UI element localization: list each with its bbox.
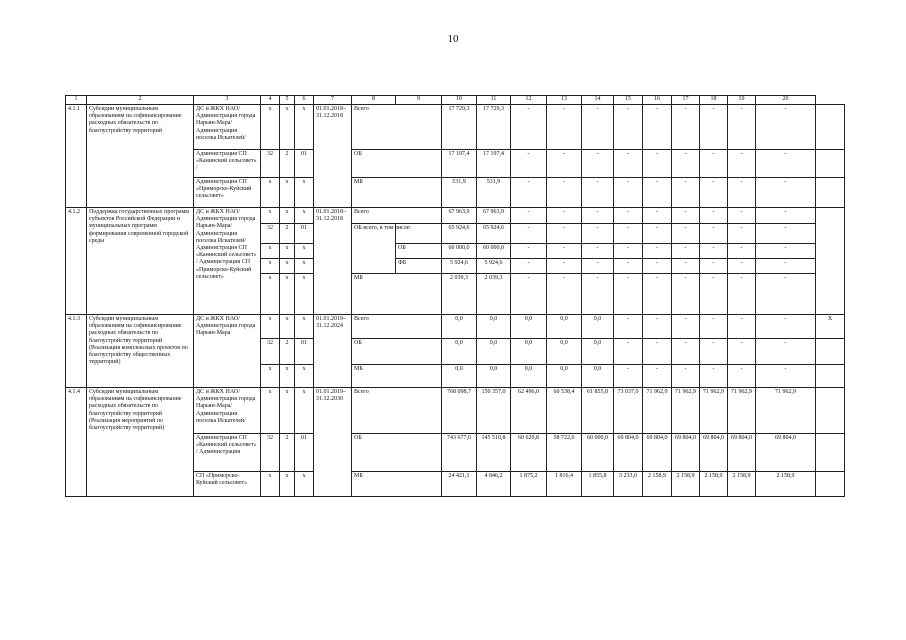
code-cell: 01: [295, 150, 314, 178]
executor-cell: ДС и ЖКХ НАО/ Администрация города Нарьян-Мара/ Администрация поселка Искателей/ Администрация СП «Канинский сельсовет» / Администрация СП «Приморско-Куйский сельсовет»: [194, 208, 261, 315]
value-cell: -: [672, 178, 700, 208]
value-cell: -: [614, 259, 643, 274]
column-number: 17: [672, 96, 700, 105]
value-cell: -: [700, 259, 728, 274]
value-cell: -: [614, 339, 643, 365]
executor-cell: СП «Приморско-Куйский сельсовет»: [194, 472, 261, 497]
value-cell: 71 962,9: [756, 388, 816, 434]
code-cell: х: [261, 365, 280, 388]
value-cell: -: [582, 208, 614, 224]
value-cell: 2 158,9: [728, 472, 756, 497]
value-cell: 743 677,6: [442, 434, 477, 472]
value-cell: 61 855,8: [582, 388, 614, 434]
value-cell: -: [511, 259, 547, 274]
code-cell: 2: [280, 150, 295, 178]
value-cell: 0,0: [511, 339, 547, 365]
value-cell: -: [511, 274, 547, 315]
code-cell: х: [295, 365, 314, 388]
value-cell: -: [672, 339, 700, 365]
item-name: Субсидии муниципальным образованиям на софинансирование расходных обязательств по благоустройству территорий (Реализация комплексных проектов по благоустройству общественных территорий): [87, 315, 194, 388]
code-cell: 01: [295, 224, 314, 244]
code-cell: х: [261, 259, 280, 274]
value-cell: -: [756, 259, 816, 274]
code-cell: х: [280, 274, 295, 315]
source-cell: МБ: [352, 274, 442, 315]
value-cell: -: [582, 274, 614, 315]
value-cell: -: [511, 105, 547, 150]
code-cell: 32: [261, 434, 280, 472]
source-cell: Всего: [352, 388, 442, 434]
value-cell: 145 510,8: [477, 434, 511, 472]
value-cell: -: [582, 105, 614, 150]
item-name: Субсидии муниципальным образованиям на софинансирование расходных обязательств по благоустройству территорий (Реализация мероприятий по благоустройству территорий): [87, 388, 194, 497]
value-cell: 71 962,9: [700, 388, 728, 434]
value-cell: 17 729,3: [442, 105, 477, 150]
code-cell: х: [261, 178, 280, 208]
period-cell: 01.01.2018–31.12.2018: [314, 105, 352, 208]
value-cell: -: [643, 315, 672, 339]
period-cell: 01.01.2019–31.12.2024: [314, 315, 352, 388]
code-cell: х: [261, 105, 280, 150]
source-cell: МБ: [352, 472, 442, 497]
column-number: 11: [477, 96, 511, 105]
value-cell: 69 804,0: [728, 434, 756, 472]
value-cell: 65 924,6: [477, 224, 511, 244]
table-row: [66, 105, 845, 150]
value-cell: -: [582, 150, 614, 178]
column-number: 14: [582, 96, 614, 105]
value-cell: 5 924,6: [477, 259, 511, 274]
value-cell: -: [756, 339, 816, 365]
executor-cell: Администрация СП «Канинский сельсовет» / Администрация: [194, 434, 261, 472]
value-cell: -: [547, 208, 582, 224]
value-cell: -: [700, 105, 728, 150]
value-cell: 69 804,0: [643, 434, 672, 472]
value-cell: -: [672, 274, 700, 315]
code-cell: 2: [280, 224, 295, 244]
value-cell: 1 875,2: [511, 472, 547, 497]
code-cell: х: [280, 178, 295, 208]
value-cell: 2 158,9: [672, 472, 700, 497]
value-cell: -: [728, 150, 756, 178]
value-cell: -: [728, 244, 756, 259]
code-cell: х: [295, 178, 314, 208]
source-cell: Всего: [352, 105, 442, 150]
value-cell: 65 924,6: [442, 224, 477, 244]
value-cell: 60 000,0: [477, 244, 511, 259]
value-cell: 0,0: [442, 315, 477, 339]
value-cell: -: [672, 150, 700, 178]
source-cell: ОБ: [352, 339, 442, 365]
value-cell: -: [511, 150, 547, 178]
code-cell: х: [261, 472, 280, 497]
period-cell: 01.01.2019–31.12.2030: [314, 388, 352, 497]
item-number: 4.1.2: [66, 208, 87, 315]
value-cell: -: [756, 150, 816, 178]
code-cell: х: [295, 388, 314, 434]
value-cell: -: [728, 105, 756, 150]
code-cell: х: [295, 315, 314, 339]
value-cell: -: [756, 274, 816, 315]
column-number: 2: [87, 96, 194, 105]
code-cell: х: [280, 244, 295, 259]
value-cell: 2 158,9: [700, 472, 728, 497]
column-number: 18: [700, 96, 728, 105]
value-cell: 0,0: [547, 315, 582, 339]
source-cell: ОБ: [352, 434, 442, 472]
value-cell: -: [756, 365, 816, 388]
note-cell: [816, 472, 845, 497]
value-cell: -: [614, 244, 643, 259]
value-cell: -: [511, 208, 547, 224]
value-cell: -: [614, 178, 643, 208]
value-cell: 67 963,9: [477, 208, 511, 224]
code-cell: 32: [261, 224, 280, 244]
value-cell: -: [700, 244, 728, 259]
code-cell: 01: [295, 434, 314, 472]
value-cell: 60 000,0: [582, 434, 614, 472]
value-cell: 531,9: [442, 178, 477, 208]
table-row: [66, 388, 845, 434]
column-number: 20: [756, 96, 816, 105]
code-cell: х: [261, 208, 280, 224]
value-cell: -: [756, 208, 816, 224]
column-number: 19: [728, 96, 756, 105]
source-cell: МБ: [352, 178, 442, 208]
item-name: Поддержка государственных программ субъектов Российской Федерации и муниципальных программ формирования современной городской среды: [87, 208, 194, 315]
code-cell: х: [280, 472, 295, 497]
value-cell: 73 037,0: [614, 388, 643, 434]
value-cell: 71 962,9: [728, 388, 756, 434]
table-row: [66, 208, 845, 224]
table-body: [66, 96, 845, 497]
code-cell: х: [280, 208, 295, 224]
column-number: 8: [352, 96, 396, 105]
value-cell: -: [614, 315, 643, 339]
column-number: 1: [66, 96, 87, 105]
column-number: 9: [396, 96, 442, 105]
value-cell: 0,0: [477, 315, 511, 339]
note-cell: [816, 208, 845, 315]
value-cell: -: [547, 150, 582, 178]
code-cell: 01: [295, 339, 314, 365]
code-cell: х: [261, 315, 280, 339]
value-cell: -: [643, 224, 672, 244]
item-number: 4.1.3: [66, 315, 87, 388]
code-cell: х: [295, 105, 314, 150]
value-cell: -: [643, 259, 672, 274]
column-number: 3: [194, 96, 261, 105]
source-cell: ОБ: [352, 150, 442, 178]
page-number: 10: [447, 33, 459, 45]
value-cell: -: [643, 178, 672, 208]
value-cell: 3 233,0: [614, 472, 643, 497]
table-row: [66, 315, 845, 339]
source-cell: ОБ всего, в том числе:: [352, 224, 396, 274]
value-cell: -: [728, 224, 756, 244]
value-cell: -: [756, 315, 816, 339]
value-cell: 0,0: [511, 315, 547, 339]
value-cell: -: [756, 224, 816, 244]
value-cell: -: [582, 259, 614, 274]
value-cell: -: [547, 105, 582, 150]
note-cell: [816, 388, 845, 434]
value-cell: 17 197,4: [477, 150, 511, 178]
value-cell: -: [614, 274, 643, 315]
value-cell: 0,0: [582, 339, 614, 365]
value-cell: -: [547, 244, 582, 259]
value-cell: -: [700, 315, 728, 339]
note-cell: [816, 150, 845, 178]
value-cell: 2 158,9: [643, 472, 672, 497]
code-cell: 2: [280, 339, 295, 365]
value-cell: -: [547, 178, 582, 208]
value-cell: 24 421,1: [442, 472, 477, 497]
period-cell: 01.01.2018–31.12.2018: [314, 208, 352, 315]
value-cell: 531,9: [477, 178, 511, 208]
code-cell: 32: [261, 339, 280, 365]
value-cell: -: [511, 178, 547, 208]
value-cell: 60 000,0: [442, 244, 477, 259]
value-cell: 69 804,0: [700, 434, 728, 472]
column-number: 12: [511, 96, 547, 105]
value-cell: -: [643, 208, 672, 224]
column-number: 10: [442, 96, 477, 105]
value-cell: 0,0: [442, 339, 477, 365]
value-cell: 0,0: [442, 365, 477, 388]
value-cell: -: [700, 224, 728, 244]
column-number: 5: [280, 96, 295, 105]
value-cell: -: [700, 150, 728, 178]
code-cell: х: [295, 259, 314, 274]
value-cell: 71 962,9: [643, 388, 672, 434]
code-cell: х: [261, 244, 280, 259]
value-cell: -: [614, 208, 643, 224]
value-cell: 0,0: [582, 365, 614, 388]
code-cell: х: [280, 259, 295, 274]
value-cell: -: [728, 178, 756, 208]
executor-cell: ДС и ЖКХ НАО/ Администрация города Нарьян-Мара/ Администрация поселка Искателей/: [194, 105, 261, 150]
note-cell: Х: [816, 315, 845, 339]
value-cell: 0,0: [477, 365, 511, 388]
code-cell: х: [280, 388, 295, 434]
value-cell: -: [728, 365, 756, 388]
value-cell: 17 729,3: [477, 105, 511, 150]
executor-cell: Администрация СП «Канинский сельсовет» /: [194, 150, 261, 178]
value-cell: 58 722,0: [547, 434, 582, 472]
value-cell: 0,0: [477, 339, 511, 365]
value-cell: -: [756, 178, 816, 208]
value-cell: 17 197,4: [442, 150, 477, 178]
code-cell: х: [261, 388, 280, 434]
column-number: 16: [643, 96, 672, 105]
executor-cell: Администрация СП «Приморско-Куйский сельсовет»: [194, 178, 261, 208]
value-cell: -: [614, 224, 643, 244]
note-cell: [816, 105, 845, 150]
value-cell: -: [728, 315, 756, 339]
code-cell: х: [295, 472, 314, 497]
value-cell: -: [672, 224, 700, 244]
value-cell: 768 098,7: [442, 388, 477, 434]
value-cell: 62 496,0: [511, 388, 547, 434]
value-cell: -: [547, 274, 582, 315]
source-cell: Всего: [352, 315, 442, 339]
value-cell: 0,0: [547, 339, 582, 365]
source-cell: Всего: [352, 208, 442, 224]
source-cell: МБ: [352, 365, 442, 388]
code-cell: х: [295, 244, 314, 259]
value-cell: -: [547, 259, 582, 274]
value-cell: -: [672, 105, 700, 150]
value-cell: -: [672, 208, 700, 224]
executor-cell: ДС и ЖКХ НАО/ Администрация города Нарьян-Мара/ Администрация поселка Искателей/: [194, 388, 261, 434]
value-cell: 2 158,9: [756, 472, 816, 497]
value-cell: 69 804,0: [756, 434, 816, 472]
value-cell: -: [672, 315, 700, 339]
value-cell: -: [700, 208, 728, 224]
item-number: 4.1.1: [66, 105, 87, 208]
item-name: Субсидии муниципальным образованиям на софинансирование расходных обязательств по благоустройству территорий: [87, 105, 194, 208]
column-number: 6: [295, 96, 314, 105]
note-cell: [816, 178, 845, 208]
value-cell: 5 924,6: [442, 259, 477, 274]
value-cell: -: [582, 224, 614, 244]
value-cell: -: [511, 244, 547, 259]
code-cell: х: [280, 365, 295, 388]
code-cell: 32: [261, 150, 280, 178]
value-cell: 0,0: [547, 365, 582, 388]
code-cell: х: [295, 208, 314, 224]
value-cell: -: [614, 150, 643, 178]
item-number: 4.1.4: [66, 388, 87, 497]
value-cell: -: [547, 224, 582, 244]
value-cell: -: [700, 339, 728, 365]
value-cell: 67 963,9: [442, 208, 477, 224]
value-cell: -: [643, 274, 672, 315]
value-cell: -: [614, 105, 643, 150]
value-cell: -: [728, 274, 756, 315]
column-number: 15: [614, 96, 643, 105]
value-cell: -: [582, 178, 614, 208]
note-cell: [816, 365, 845, 388]
column-number: 4: [261, 96, 280, 105]
value-cell: -: [756, 105, 816, 150]
code-cell: х: [280, 105, 295, 150]
value-cell: -: [756, 244, 816, 259]
value-cell: 71 962,9: [672, 388, 700, 434]
code-cell: 2: [280, 434, 295, 472]
value-cell: -: [511, 224, 547, 244]
value-cell: 2 039,3: [442, 274, 477, 315]
value-cell: 60 620,8: [511, 434, 547, 472]
value-cell: -: [700, 365, 728, 388]
value-cell: 4 846,2: [477, 472, 511, 497]
value-cell: -: [672, 259, 700, 274]
value-cell: -: [643, 339, 672, 365]
value-cell: -: [643, 244, 672, 259]
value-cell: 1 855,8: [582, 472, 614, 497]
value-cell: -: [700, 178, 728, 208]
source-sub-cell: ФБ: [396, 259, 442, 274]
value-cell: -: [614, 365, 643, 388]
value-cell: 60 538,4: [547, 388, 582, 434]
value-cell: -: [700, 274, 728, 315]
value-cell: 0,0: [582, 315, 614, 339]
value-cell: -: [582, 244, 614, 259]
value-cell: 69 804,0: [614, 434, 643, 472]
executor-cell: ДС и ЖКХ НАО/ Администрация города Нарьян-Мара: [194, 315, 261, 388]
note-cell: [816, 339, 845, 365]
value-cell: -: [672, 244, 700, 259]
value-cell: 1 816,4: [547, 472, 582, 497]
note-cell: [816, 434, 845, 472]
value-cell: -: [643, 365, 672, 388]
code-cell: х: [280, 315, 295, 339]
value-cell: -: [643, 150, 672, 178]
value-cell: 69 804,0: [672, 434, 700, 472]
value-cell: -: [672, 365, 700, 388]
code-cell: х: [295, 274, 314, 315]
column-number: 13: [547, 96, 582, 105]
column-number: 7: [314, 96, 352, 105]
value-cell: 2 039,3: [477, 274, 511, 315]
value-cell: -: [728, 259, 756, 274]
value-cell: 150 357,0: [477, 388, 511, 434]
code-cell: х: [261, 274, 280, 315]
value-cell: -: [643, 105, 672, 150]
header-row: [66, 96, 845, 105]
value-cell: -: [728, 208, 756, 224]
budget-table: [65, 95, 845, 497]
source-sub-cell: ОБ: [396, 244, 442, 259]
value-cell: -: [728, 339, 756, 365]
value-cell: 0,0: [511, 365, 547, 388]
